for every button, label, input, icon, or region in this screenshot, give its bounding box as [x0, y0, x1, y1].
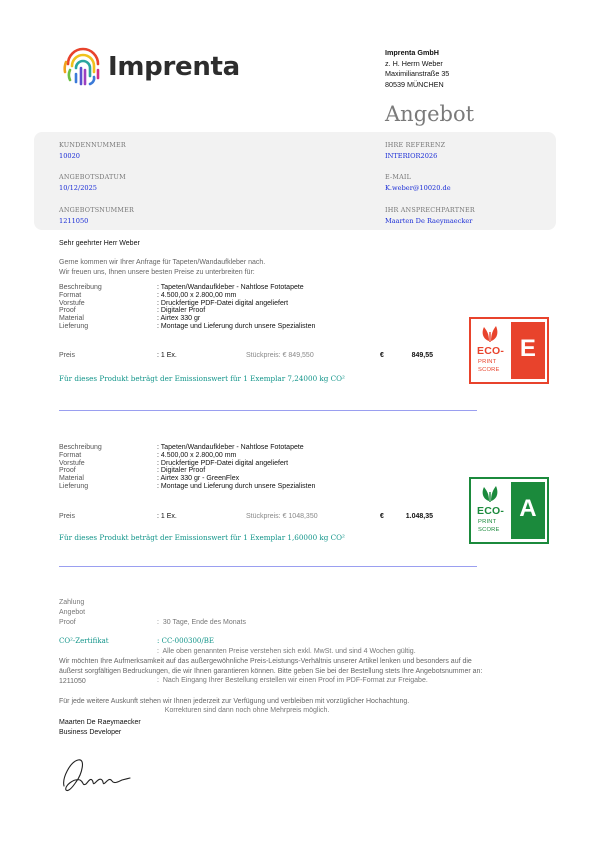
logo-text: Imprenta: [108, 52, 240, 82]
term-value: : Alle oben genannten Preise verstehen sich exkl. MwSt. und sind 4 Wochen gültig.: [157, 647, 416, 655]
document-title: Angebot: [385, 102, 475, 126]
spec-label: Proof: [59, 307, 76, 315]
closing-line: 1211050: [59, 677, 86, 685]
spec-label: Format: [59, 451, 82, 459]
email-label: E-MAIL: [385, 173, 412, 181]
eco-sub-score: SCORE: [478, 527, 500, 533]
total-price: 1.048,35: [405, 513, 433, 520]
eco-label: ECO-: [477, 505, 505, 517]
street-line: Maximilianstraße 35: [385, 69, 450, 78]
spec-value: : Airtex 330 gr: [157, 315, 201, 323]
eco-sub-score: SCORE: [478, 367, 500, 373]
company-address: [385, 48, 449, 90]
eco-sub-print: PRINT: [478, 519, 497, 525]
offer-date-value: 10/12/2025: [59, 184, 98, 192]
co2-cert-value: : CC-000300/BE: [157, 637, 214, 645]
unit-price: Stückpreis: € 1048,350: [246, 513, 318, 520]
term-label: Zahlung: [59, 599, 85, 606]
handwritten-signature-icon: [60, 752, 135, 797]
spec-label: Material: [59, 475, 84, 483]
emission-note: Für dieses Produkt beträgt der Emissionswert für 1 Exemplar 1,60000 kg CO²: [59, 533, 345, 542]
spec-value: : 4.500,00 x 2.800,00 mm: [157, 451, 237, 459]
intro-line-2: Wir freuen uns, Ihnen unsere besten Preise zu unterbreiten für:: [59, 268, 255, 276]
eco-grade: A: [519, 495, 537, 522]
eco-sub-print: PRINT: [478, 359, 497, 365]
closing-line: Wir möchten Ihre Aufmerksamkeit auf das außergewöhnliche Preis-Leistungs-Verhältnis unserer Artikel lenken und besonders auf die: [59, 658, 472, 665]
leaf-icon: [478, 483, 502, 503]
spec-value: : Digitaler Proof: [157, 307, 206, 315]
spec-label: Lieferung: [59, 482, 89, 490]
price-label: Preis: [59, 513, 75, 520]
unit-price: Stückpreis: € 849,550: [246, 352, 314, 359]
currency-symbol: €: [380, 352, 384, 359]
eco-score-badge: [469, 317, 549, 384]
contact-value: Maarten De Raeymaecker: [385, 217, 473, 225]
spec-label: Material: [59, 315, 84, 323]
term-value: : Nach Eingang Ihrer Bestellung erstellen wir einen Proof im PDF-Format zur Freigabe.: [157, 677, 428, 685]
product-2-spec-values: [157, 444, 315, 491]
total-price: 849,55: [411, 352, 433, 359]
reference-label: IHRE REFERENZ: [385, 141, 446, 149]
eco-label: ECO-: [477, 345, 505, 357]
section-divider: [59, 410, 477, 411]
offer-number-value: 1211050: [59, 217, 89, 225]
customer-number-value: 10020: [59, 152, 80, 160]
signatory: [59, 718, 141, 738]
co2-cert-label: CO²-Zertifikat: [59, 637, 109, 645]
intro-text: [59, 258, 265, 278]
signatory-name: Maarten De Raeymaecker: [59, 719, 141, 726]
spec-label: Beschreibung: [59, 444, 102, 451]
spec-label: Vorstufe: [59, 299, 85, 307]
price-label: Preis: [59, 352, 75, 359]
eco-grade: E: [519, 335, 537, 362]
spec-label: Lieferung: [59, 322, 89, 330]
contact-label: IHR ANSPRECHPARTNER: [385, 206, 475, 214]
spec-value: : Tapeten/Wandaufkleber - Nahtlose Fototapete: [157, 444, 304, 451]
quantity: : 1 Ex.: [157, 513, 177, 520]
spec-label: Beschreibung: [59, 284, 102, 291]
currency-symbol: €: [380, 513, 384, 520]
section-divider: [59, 566, 477, 567]
emission-note: Für dieses Produkt beträgt der Emissionswert für 1 Exemplar 7,24000 kg CO²: [59, 374, 345, 383]
signatory-title: Business Developer: [59, 728, 122, 736]
spec-label: Vorstufe: [59, 459, 85, 467]
spec-value: : 4.500,00 x 2.800,00 mm: [157, 291, 237, 299]
recipient-line: z. H. Herrn Weber: [385, 58, 443, 68]
term-value: : 30 Tage, Ende des Monats: [157, 618, 246, 626]
closing-paragraph: [59, 657, 549, 686]
spec-value: : Digitaler Proof: [157, 467, 206, 475]
company-name: Imprenta GmbH: [385, 48, 439, 57]
spec-value: : Airtex 330 gr - GreenFlex: [157, 475, 240, 483]
closing-line: äußerst sorgfältigen Bedruckungen, die wir Ihnen garantieren können. Bitte geben Sie bei der Bestellung stets Ihre Angebotsnummer an:: [59, 667, 483, 675]
customer-number-label: KUNDENNUMMER: [59, 141, 126, 149]
product-2-spec-labels: [59, 444, 102, 491]
reference-value: INTERIOR2026: [385, 152, 438, 160]
spec-label: Format: [59, 291, 82, 299]
city-line: 80539 MÜNCHEN: [385, 79, 444, 89]
offer-number-label: ANGEBOTSNUMMER: [59, 206, 135, 214]
term-label: Angebot: [59, 608, 86, 616]
spec-value: : Montage und Lieferung durch unsere Spezialisten: [157, 482, 316, 490]
greeting: Sehr geehrter Herr Weber: [59, 240, 140, 247]
eco-score-badge: [469, 477, 549, 544]
spec-value: : Tapeten/Wandaufkleber - Nahtlose Fototapete: [157, 284, 304, 291]
term-value: Korrekturen sind dann noch ohne Mehrpreis möglich.: [157, 706, 330, 714]
quantity: : 1 Ex.: [157, 352, 177, 359]
leaf-icon: [478, 323, 502, 343]
product-1-spec-labels: [59, 284, 102, 331]
terms-labels: [59, 598, 85, 627]
offer-date-label: ANGEBOTSDATUM: [59, 173, 126, 181]
product-1-spec-values: [157, 284, 315, 331]
spec-label: Proof: [59, 467, 76, 475]
fingerprint-logo-icon: [60, 44, 106, 90]
spec-value: : Montage und Lieferung durch unsere Spezialisten: [157, 322, 316, 330]
email-value[interactable]: K.weber@10020.de: [385, 184, 451, 192]
intro-line-1: Gerne kommen wir Ihrer Anfrage für Tapeten/Wandaufkleber nach.: [59, 259, 266, 266]
closing-sentence: Für jede weitere Auskunft stehen wir Ihnen jederzeit zur Verfügung und verbleiben mit vorzüglicher Hochachtung.: [59, 698, 410, 705]
spec-value: : Druckfertige PDF-Datei digital angeliefert: [157, 459, 289, 467]
spec-value: : Druckfertige PDF-Datei digital angeliefert: [157, 299, 289, 307]
term-label: Proof: [59, 618, 76, 626]
